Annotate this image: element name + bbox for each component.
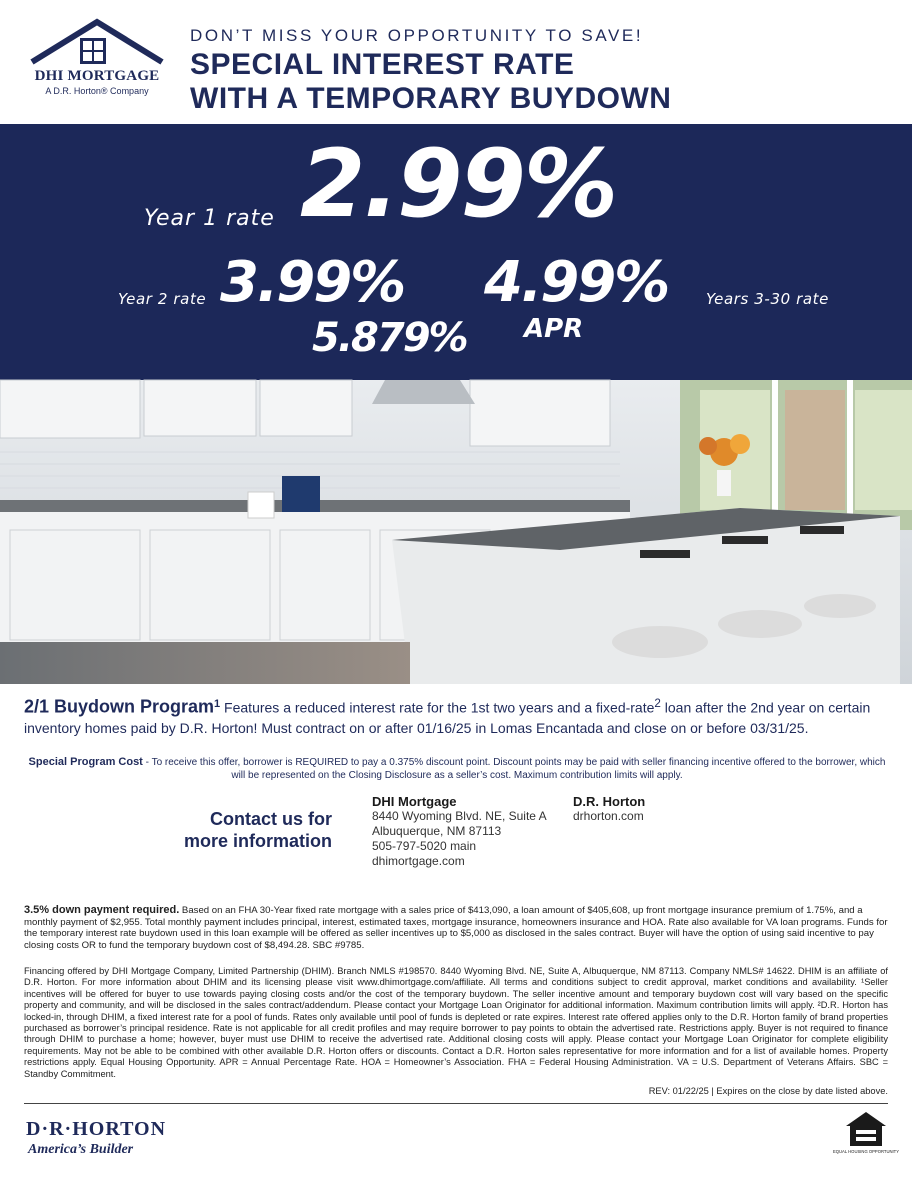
program-text-footnote: 2 — [654, 697, 661, 710]
year2-rate: 3.99% — [220, 250, 405, 315]
kitchen-photo — [0, 380, 912, 684]
kitchen-illustration — [0, 380, 912, 684]
down-payment-lead: 3.5% down payment required. — [24, 904, 180, 916]
title-line-2: WITH A TEMPORARY BUYDOWN — [190, 82, 672, 115]
apr-value: 5.879% — [312, 315, 467, 361]
dr-horton-logo — [24, 1118, 167, 1162]
apr-label: APR — [524, 314, 584, 344]
footer-divider — [24, 1103, 888, 1104]
down-payment-text: Based on an FHA 30-Year fixed rate mortgage with a sales price of $413,090, a loan amount of $405,608, up front mortgage insurance premium of 1.75%, and a monthly payment of $2,955. Total monthly payment includes principal, interest, estimated taxes, mortgage insurance, homeowners insurance and HOA. Rate also available for VA loan programs. Funds for the temporary interest rate buydown used in this loan example will be offered as seller incentives up to $5,000 as disclosed in the sales contract. Buyer will have the option of using said incentive to pay closing costs OR to fund the temporary buydown cost of $8,494.28. SBC #9785. — [24, 905, 888, 951]
year1-label: Year 1 rate — [144, 206, 275, 231]
program-text-a: Features a reduced interest rate for the 1st two years and a fixed-rate — [220, 699, 655, 716]
drh-website-link[interactable]: drhorton.com — [573, 809, 644, 823]
financing-disclosure: Financing offered by DHI Mortgage Company, Limited Partnership (DHIM). Branch NMLS #198570. 8440 Wyoming Blvd. NE, Suite A, Albuquerque, NM 87113. Company NMLS# 14622. DHIM is an affiliate of D.R. Horton. For more information about DHIM and its licensing please visit www.dhimortgage.com/affiliate. All terms and conditions subject to credit approval, market conditions and availability. ¹Seller incentives will be offered for buyer to use towards paying closing costs and/or the cost of the temporary buydown. The seller incentive amount and temporary buydown cost will vary based on the specific property and community, and will be disclosed in the sales contract/addendum. Please contact your Mortgage Loan Originator for additional information. Maximum contribution limits will apply. ²D.R. Horton has locked-in, through DHIM, a fixed interest rate for a pool of funds. Rates only available until pool of funds is depleted or rate expires. Interest rate offered applies only to the D.R. Horton family of brand properties purchased as borrower’s principal residence. Rate is not applicable for all credit profiles and may require borrower to pay points to obtain the advertised rate. Restrictions apply. Buyer is not required to finance through DHIM to purchase a home; however, buyer must use DHIM to receive the advertised rate. Additional closing costs will apply. Please contact your Mortgage Loan Originator for complete eligibility requirements. May not be able to be combined with other available D.R. Horton offers or discounts. Contact a D.R. Horton sales representative for more information and for a list of available homes. Property restrictions apply. Equal Housing Opportunity. APR = Annual Percentage Rate. HOA = Homeowner’s Association. FHA = Federal Housing Administration. VA = U.S. Department of Veterans Affairs. SBC = Standby Commitment. — [24, 966, 888, 1079]
eho-label: EQUAL HOUSING OPPORTUNITY — [832, 1149, 900, 1154]
program-heading: 2/1 Buydown Program — [24, 696, 215, 717]
revision-note: REV: 01/22/25 | Expires on the close by date listed above. — [648, 1086, 888, 1096]
years3-30-label: Years 3-30 rate — [706, 290, 829, 308]
house-roof-icon — [22, 18, 172, 68]
page-title — [190, 48, 671, 116]
dhi-website-link[interactable]: dhimortgage.com — [372, 854, 465, 868]
dhi-contact-block — [372, 794, 547, 869]
dr-horton-brand: D·R·HORTON — [26, 1118, 167, 1140]
down-payment-disclosure — [24, 905, 888, 951]
program-heading-footnote: 1 — [214, 698, 221, 710]
rate-band — [0, 124, 912, 380]
dhi-name: DHI Mortgage — [372, 794, 457, 809]
logo-tagline: A D.R. Horton® Company — [45, 86, 149, 96]
drh-contact-block — [573, 794, 645, 824]
special-cost-label: Special Program Cost — [28, 756, 143, 768]
logo-name: DHI MORTGAGE — [34, 68, 160, 84]
equal-housing-icon — [832, 1110, 900, 1158]
year2-label: Year 2 rate — [118, 290, 207, 308]
year1-rate: 2.99% — [300, 130, 617, 239]
special-cost-text: - To receive this offer, borrower is REQUIRED to pay a 0.375% discount point. Discount points may be paid with seller financing incentive offered to the borrower, which will be represented on the Closing Disclosure as a seller’s cost. Maximum contribution limits will apply. — [142, 757, 886, 781]
contact-heading — [140, 808, 332, 852]
program-text-b: loan after the 2nd year on certain inventory homes paid by D.R. Horton! Must contract on or after 01/16/25 in Lomas Encantada and close on or before 03/31/25. — [24, 699, 871, 736]
header-kicker: DON’T MISS YOUR OPPORTUNITY TO SAVE! — [190, 26, 644, 45]
dhi-mortgage-logo — [22, 18, 172, 104]
dhi-address-2: Albuquerque, NM 87113 — [372, 824, 502, 838]
buydown-program — [24, 694, 890, 738]
special-program-cost — [24, 756, 890, 782]
contact-heading-line-1: Contact us for — [209, 809, 332, 829]
dr-horton-slogan: America’s Builder — [28, 1142, 134, 1157]
title-line-1: SPECIAL INTEREST RATE — [190, 48, 575, 81]
years3-30-rate: 4.99% — [484, 250, 669, 315]
drh-name: D.R. Horton — [573, 794, 646, 809]
dhi-address-1: 8440 Wyoming Blvd. NE, Suite A — [372, 809, 547, 823]
dhi-phone[interactable]: 505-797-5020 main — [372, 839, 477, 853]
header — [0, 0, 912, 124]
contact-heading-line-2: more information — [183, 831, 332, 851]
